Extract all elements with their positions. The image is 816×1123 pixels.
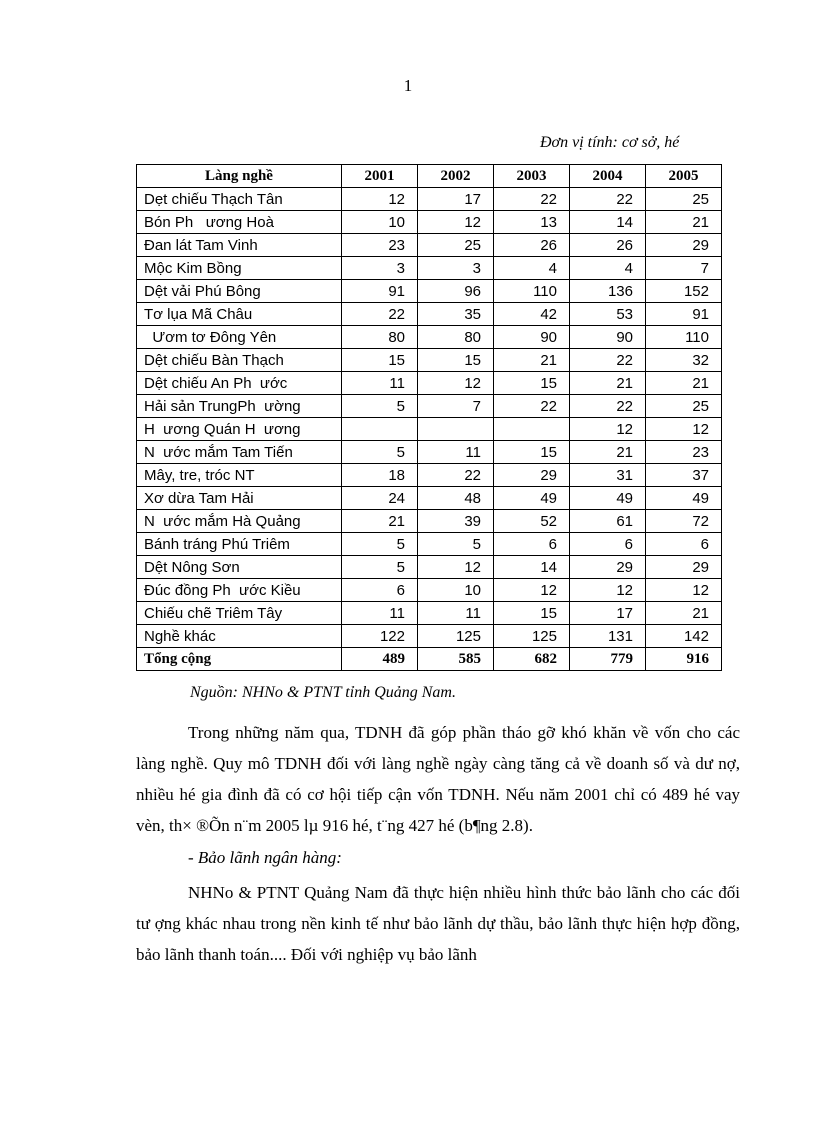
table-row [137, 579, 722, 602]
value-cell: 90 [494, 326, 570, 349]
village-name-cell: Dẹt chiếu Thạch Tân [137, 188, 342, 211]
value-cell: 21 [646, 602, 722, 625]
value-cell: 7 [646, 257, 722, 280]
value-cell: 29 [570, 556, 646, 579]
value-cell: 21 [570, 372, 646, 395]
value-cell: 25 [646, 395, 722, 418]
village-name-cell: Đúc đồng Ph ước Kiều [137, 579, 342, 602]
body-paragraph-1 [136, 717, 740, 841]
village-name-cell: Hải sản TrungPh ường [137, 395, 342, 418]
value-cell: 12 [646, 418, 722, 441]
value-cell: 7 [418, 395, 494, 418]
value-cell: 21 [494, 349, 570, 372]
village-name-cell: Xơ dừa Tam Hải [137, 487, 342, 510]
village-name-cell: Dệt Nông Sơn [137, 556, 342, 579]
table-row [137, 556, 722, 579]
value-cell: 6 [646, 533, 722, 556]
table-row [137, 349, 722, 372]
header-cell: 2001 [342, 165, 418, 188]
value-cell: 21 [646, 372, 722, 395]
village-name-cell: Đan lát Tam Vinh [137, 234, 342, 257]
table-row [137, 326, 722, 349]
value-cell: 49 [570, 487, 646, 510]
header-cell: 2003 [494, 165, 570, 188]
value-cell: 72 [646, 510, 722, 533]
total-cell: 682 [494, 648, 570, 671]
value-cell: 12 [646, 579, 722, 602]
table-row [137, 234, 722, 257]
value-cell: 22 [418, 464, 494, 487]
value-cell: 29 [646, 234, 722, 257]
value-cell: 17 [570, 602, 646, 625]
value-cell: 80 [418, 326, 494, 349]
value-cell: 12 [570, 579, 646, 602]
value-cell: 5 [342, 441, 418, 464]
value-cell: 32 [646, 349, 722, 372]
table-row [137, 372, 722, 395]
value-cell: 15 [342, 349, 418, 372]
value-cell: 12 [342, 188, 418, 211]
village-name-cell: Nghề khác [137, 625, 342, 648]
value-cell: 13 [494, 211, 570, 234]
value-cell: 110 [646, 326, 722, 349]
total-cell: 489 [342, 648, 418, 671]
value-cell: 22 [570, 188, 646, 211]
village-name-cell: Dệt chiếu Bàn Thạch [137, 349, 342, 372]
header-cell: 2005 [646, 165, 722, 188]
value-cell: 96 [418, 280, 494, 303]
value-cell: 23 [342, 234, 418, 257]
value-cell: 10 [418, 579, 494, 602]
table-row [137, 211, 722, 234]
body-paragraph-2 [136, 877, 740, 970]
total-cell: 779 [570, 648, 646, 671]
value-cell: 5 [342, 533, 418, 556]
value-cell: 15 [494, 602, 570, 625]
value-cell: 4 [494, 257, 570, 280]
value-cell: 22 [494, 188, 570, 211]
value-cell: 5 [418, 533, 494, 556]
table-header-row [137, 165, 722, 188]
header-cell: Làng nghề [137, 165, 342, 188]
value-cell: 110 [494, 280, 570, 303]
value-cell: 11 [418, 441, 494, 464]
value-cell: 22 [342, 303, 418, 326]
village-name-cell: H ương Quán H ương [137, 418, 342, 441]
value-cell: 6 [570, 533, 646, 556]
total-cell: 916 [646, 648, 722, 671]
unit-note: Đơn vị tính: cơ sở, hé [540, 134, 680, 151]
value-cell: 15 [418, 349, 494, 372]
value-cell [418, 418, 494, 441]
village-name-cell: Bón Ph ương Hoà [137, 211, 342, 234]
value-cell: 12 [418, 556, 494, 579]
value-cell: 12 [494, 579, 570, 602]
table-row [137, 257, 722, 280]
village-name-cell: Mộc Kim Bồng [137, 257, 342, 280]
value-cell: 22 [570, 349, 646, 372]
value-cell: 24 [342, 487, 418, 510]
value-cell: 5 [342, 395, 418, 418]
total-label: Tổng cộng [137, 648, 342, 671]
value-cell: 49 [646, 487, 722, 510]
table-row [137, 625, 722, 648]
value-cell: 35 [418, 303, 494, 326]
value-cell: 17 [418, 188, 494, 211]
value-cell: 61 [570, 510, 646, 533]
value-cell: 25 [418, 234, 494, 257]
value-cell: 18 [342, 464, 418, 487]
value-cell: 29 [646, 556, 722, 579]
village-name-cell: Tơ lụa Mã Châu [137, 303, 342, 326]
village-name-cell: N ước mắm Hà Quảng [137, 510, 342, 533]
value-cell: 21 [570, 441, 646, 464]
value-cell: 14 [570, 211, 646, 234]
village-name-cell: Bánh tráng Phú Triêm [137, 533, 342, 556]
paragraph-text: NHNo & PTNT Quảng Nam đã thực hiện nhiều hình thức bảo lãnh cho các đối tư ợng khác nhau trong nền kinh tế như bảo lãnh dự thầu, bảo lãnh thực hiện hợp đồng, bảo lãnh thanh toán.... Đối với nghiệp vụ bảo lãnh [136, 883, 740, 964]
value-cell: 26 [570, 234, 646, 257]
village-name-cell: Dệt vải Phú Bông [137, 280, 342, 303]
table-row [137, 188, 722, 211]
value-cell: 152 [646, 280, 722, 303]
table-row [137, 441, 722, 464]
value-cell: 22 [570, 395, 646, 418]
value-cell: 15 [494, 372, 570, 395]
value-cell: 48 [418, 487, 494, 510]
total-cell: 585 [418, 648, 494, 671]
value-cell [342, 418, 418, 441]
value-cell: 29 [494, 464, 570, 487]
table-body [137, 188, 722, 648]
value-cell: 122 [342, 625, 418, 648]
value-cell: 26 [494, 234, 570, 257]
value-cell: 11 [418, 602, 494, 625]
value-cell: 3 [418, 257, 494, 280]
value-cell: 5 [342, 556, 418, 579]
value-cell: 25 [646, 188, 722, 211]
village-name-cell: N ước mắm Tam Tiến [137, 441, 342, 464]
value-cell: 11 [342, 372, 418, 395]
village-name-cell: Chiếu chẽ Triêm Tây [137, 602, 342, 625]
value-cell: 80 [342, 326, 418, 349]
table-source: Nguồn: NHNo & PTNT tỉnh Quảng Nam. [190, 684, 456, 701]
value-cell: 90 [570, 326, 646, 349]
value-cell: 53 [570, 303, 646, 326]
value-cell: 37 [646, 464, 722, 487]
value-cell: 136 [570, 280, 646, 303]
village-name-cell: Ươm tơ Đông Yên [137, 326, 342, 349]
village-name-cell: Dệt chiếu An Ph ước [137, 372, 342, 395]
table-row [137, 418, 722, 441]
value-cell: 131 [570, 625, 646, 648]
value-cell [494, 418, 570, 441]
value-cell: 91 [342, 280, 418, 303]
value-cell: 91 [646, 303, 722, 326]
subheading: - Bảo lãnh ngân hàng: [188, 848, 342, 867]
table-row [137, 303, 722, 326]
value-cell: 22 [494, 395, 570, 418]
value-cell: 15 [494, 441, 570, 464]
value-cell: 12 [418, 211, 494, 234]
table-row [137, 280, 722, 303]
value-cell: 11 [342, 602, 418, 625]
value-cell: 125 [418, 625, 494, 648]
table-row [137, 464, 722, 487]
paragraph-text: Trong những năm qua, TDNH đã góp phần tháo gỡ khó khăn về vốn cho các làng nghề. Quy mô TDNH đối với làng nghề ngày càng tăng cả về doanh số và dư nợ, nhiều hé gia đình đã có cơ hội tiếp cận vốn TDNH. Nếu năm 2001 chỉ có 489 hé vay vèn, th× ®Õn n¨m 2005 lµ 916 hé, t¨ng 427 hé (b¶ng 2.8). [136, 723, 740, 835]
craft-village-table [136, 164, 722, 671]
value-cell: 31 [570, 464, 646, 487]
value-cell: 49 [494, 487, 570, 510]
table-row [137, 487, 722, 510]
value-cell: 10 [342, 211, 418, 234]
village-name-cell: Mây, tre, tróc NT [137, 464, 342, 487]
table-row [137, 533, 722, 556]
total-row [137, 648, 722, 671]
value-cell: 42 [494, 303, 570, 326]
value-cell: 6 [494, 533, 570, 556]
header-cell: 2004 [570, 165, 646, 188]
value-cell: 52 [494, 510, 570, 533]
page-number: 1 [403, 76, 413, 95]
value-cell: 125 [494, 625, 570, 648]
value-cell: 142 [646, 625, 722, 648]
value-cell: 23 [646, 441, 722, 464]
table-row [137, 395, 722, 418]
value-cell: 39 [418, 510, 494, 533]
value-cell: 6 [342, 579, 418, 602]
value-cell: 12 [418, 372, 494, 395]
value-cell: 3 [342, 257, 418, 280]
table-row [137, 510, 722, 533]
header-cell: 2002 [418, 165, 494, 188]
value-cell: 14 [494, 556, 570, 579]
value-cell: 21 [342, 510, 418, 533]
value-cell: 12 [570, 418, 646, 441]
value-cell: 21 [646, 211, 722, 234]
table-row [137, 602, 722, 625]
value-cell: 4 [570, 257, 646, 280]
